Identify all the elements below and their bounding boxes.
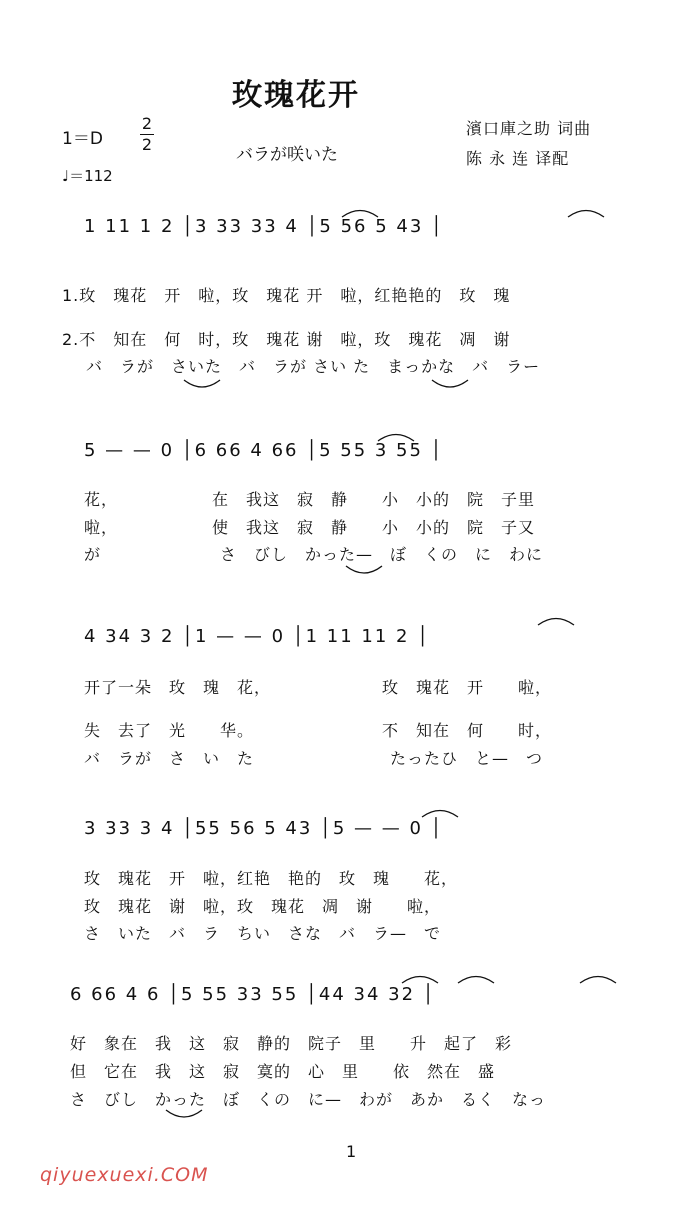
credits: [466, 114, 591, 174]
slur-arc: [182, 378, 222, 392]
notation-row-3: 4 34 3 2 │1 — — 0 │1 11 11 2 │: [84, 626, 431, 647]
lyric-row-5-line-3: さ びし かった ぼ くの に— わが あか るく なっ: [70, 1090, 547, 1109]
lyric-row-5-line-2: 但 它在 我 这 寂 寞的 心 里 依 然在 盛: [70, 1062, 496, 1081]
time-signature: [136, 114, 158, 155]
lyric-row-3-line-2: 失 去了 光 华。 不 知在 何 时，: [84, 721, 553, 740]
notation-row-5: 6 66 4 6 │5 55 33 55 │44 34 32 │: [70, 984, 436, 1005]
watermark: qiyuexuexi.COM: [40, 1164, 209, 1186]
lyric-row-1-line-2: 2.不 知在 何 时，玫 瑰花 谢 啦，玫 瑰花 凋 谢: [62, 330, 511, 349]
song-title: 玫瑰花开: [232, 78, 360, 113]
lyric-row-1-line-1: 1.玫 瑰花 开 啦，玫 瑰花 开 啦，红艳艳的 玫 瑰: [62, 286, 511, 305]
lyric-row-4-line-1: 玫 瑰花 开 啦，红艳 艳的 玫 瑰 花，: [84, 869, 459, 888]
slur-arc: [430, 378, 470, 392]
lyric-row-3-line-3: バ ラが さ い た たったひ と— つ: [84, 749, 544, 768]
tie-arc: [578, 972, 618, 984]
tie-arc: [376, 430, 416, 442]
notation-row-2: 5 — — 0 │6 66 4 66 │5 55 3 55 │: [84, 440, 444, 461]
tie-arc: [456, 972, 496, 984]
tempo-marking: ♩＝112: [62, 167, 113, 185]
lyric-row-4-line-3: さ いた バ ラ ちい さな バ ラ— で: [84, 924, 442, 943]
tie-arc: [420, 806, 460, 818]
slur-arc: [344, 564, 384, 578]
page-number: 1: [346, 1142, 357, 1161]
tie-arc: [536, 614, 576, 626]
lyric-row-3-line-1: 开了一朵 玫 瑰 花， 玫 瑰花 开 啦，: [84, 678, 553, 697]
japanese-subtitle: バラが咲いた: [236, 145, 338, 165]
credit-translation: 陈 永 连 译配: [466, 149, 570, 168]
meter-top: 2: [141, 114, 153, 133]
tie-arc: [566, 206, 606, 218]
notation-row-4: 3 33 3 4 │55 56 5 43 │5 — — 0 │: [84, 818, 444, 839]
lyric-row-2-line-2: 啦， 使 我这 寂 静 小 小的 院 子又: [84, 518, 536, 537]
lyric-row-2-line-3: が さ びし かった— ぼ くの に わに: [84, 545, 544, 564]
tie-arc: [340, 206, 380, 218]
credit-lyrics: 濱口庫之助 词曲: [466, 119, 592, 138]
lyric-row-4-line-2: 玫 瑰花 谢 啦，玫 瑰花 凋 谢 啦，: [84, 897, 442, 916]
lyric-row-5-line-1: 好 象在 我 这 寂 静的 院子 里 升 起了 彩: [70, 1034, 513, 1053]
tie-arc: [400, 972, 440, 984]
notation-row-1: 1 11 1 2 │3 33 33 4 │5 56 5 43 │: [84, 216, 444, 237]
lyric-row-1-line-3: バ ラが さいた バ ラが さい た まっかな バ ラー: [86, 357, 541, 376]
key-signature: 1＝D: [62, 129, 103, 149]
slur-arc: [164, 1108, 204, 1122]
lyric-row-2-line-1: 花， 在 我这 寂 静 小 小的 院 子里: [84, 490, 536, 509]
meter-bottom: 2: [141, 135, 153, 154]
